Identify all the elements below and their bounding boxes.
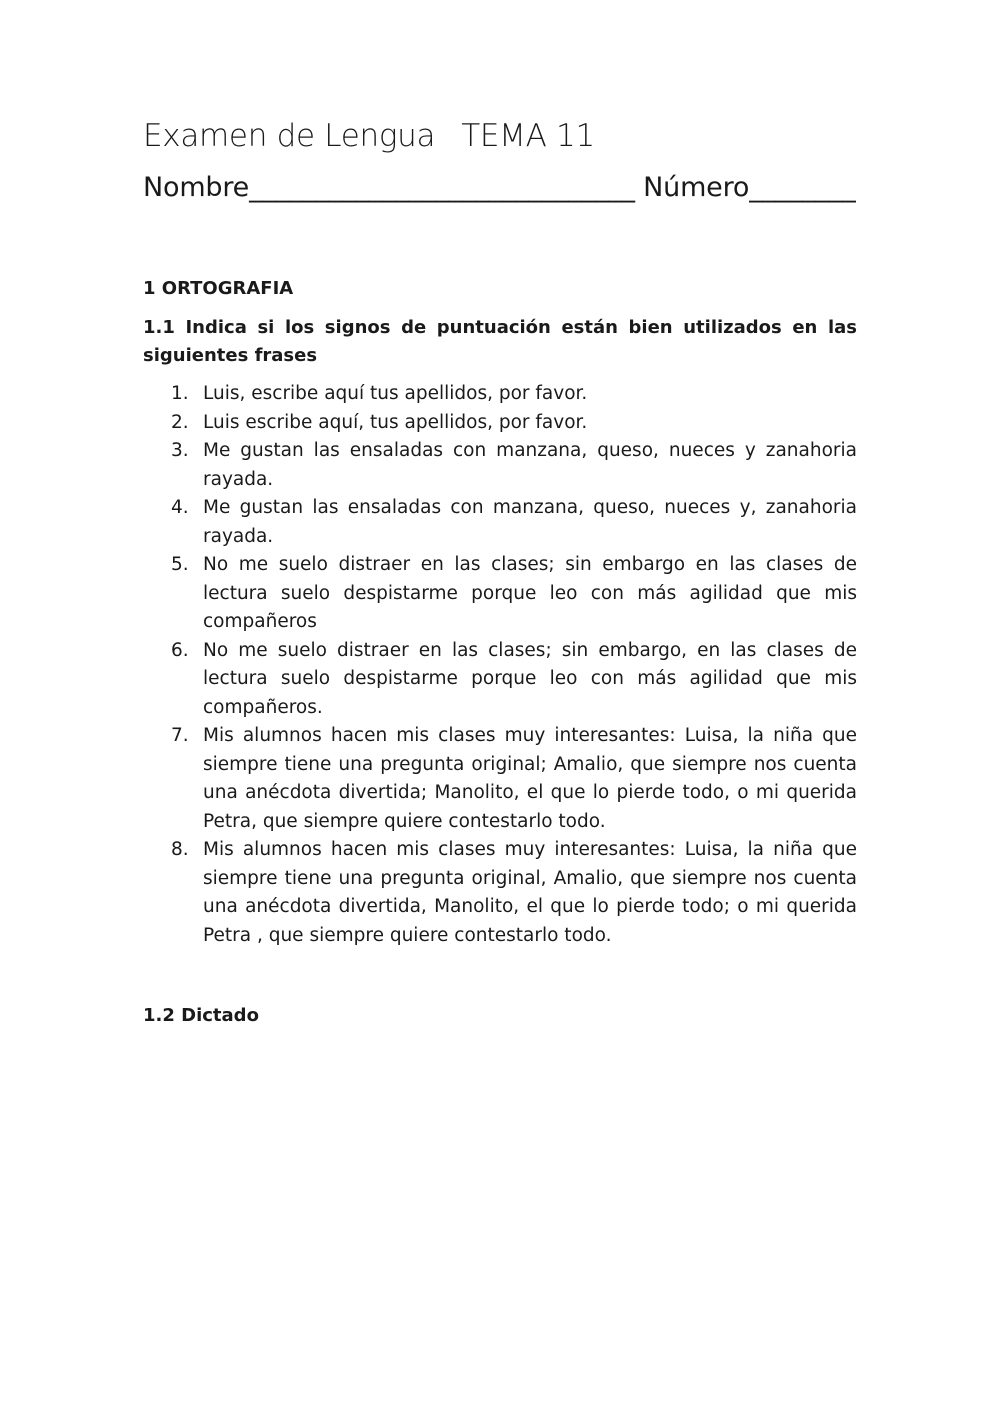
dictation-heading: 1.2 Dictado: [143, 1005, 259, 1026]
question-instruction: 1.1 Indica si los signos de puntuación están bien utilizados en las siguientes frases: [143, 317, 857, 366]
list-item: [143, 494, 857, 551]
item-text: Mis alumnos hacen mis clases muy interesantes: Luisa, la niña que siempre tiene una pregunta original; Amalio, que siempre nos cuenta una anécdota divertida; Manolito, el que lo pierde todo, o mi querida Petra, que siempre quiere contestarlo todo.: [203, 725, 857, 832]
list-item: [143, 722, 857, 836]
item-text: Luis escribe aquí, tus apellidos, por favor.: [203, 411, 588, 433]
item-number: 3.: [171, 440, 189, 461]
list-item: [143, 380, 857, 409]
item-number: 4.: [171, 497, 189, 518]
exam-title: [143, 118, 595, 154]
exam-topic: TEMA 11: [461, 118, 595, 154]
item-number: 7.: [171, 725, 189, 746]
item-number: 6.: [171, 639, 189, 661]
section-heading: 1 ORTOGRAFIA: [143, 278, 294, 299]
list-item: [143, 409, 857, 438]
list-item: [143, 637, 857, 723]
item-text: Me gustan las ensaladas con manzana, queso, nueces y, zanahoria rayada.: [203, 497, 857, 547]
exam-title-text: Examen de Lengua: [143, 118, 436, 154]
item-text: Me gustan las ensaladas con manzana, queso, nueces y zanahoria rayada.: [203, 440, 857, 490]
item-number: 2.: [171, 411, 189, 433]
item-text: No me suelo distraer en las clases; sin embargo, en las clases de lectura suelo despistarme porque leo con más agilidad que mis compañeros.: [203, 639, 857, 718]
item-text: No me suelo distraer en las clases; sin embargo en las clases de lectura suelo despistarme porque leo con más agilidad que mis compañeros: [203, 554, 857, 632]
list-item: [143, 836, 857, 950]
item-text: Mis alumnos hacen mis clases muy interesantes: Luisa, la niña que siempre tiene una pregunta original, Amalio, que siempre nos cuenta una anécdota divertida, Manolito, el que lo pierde todo; o mi querida Petra , que siempre quiere contestarlo todo.: [203, 839, 857, 946]
name-number-line: Nombre_____________________________ Número________: [143, 172, 856, 203]
sentence-list: [143, 380, 857, 950]
item-text: Luis, escribe aquí tus apellidos, por favor.: [203, 383, 588, 404]
item-number: 5.: [171, 554, 189, 575]
list-item: [143, 437, 857, 494]
item-number: 1.: [171, 383, 189, 404]
list-item: [143, 551, 857, 637]
item-number: 8.: [171, 839, 189, 860]
